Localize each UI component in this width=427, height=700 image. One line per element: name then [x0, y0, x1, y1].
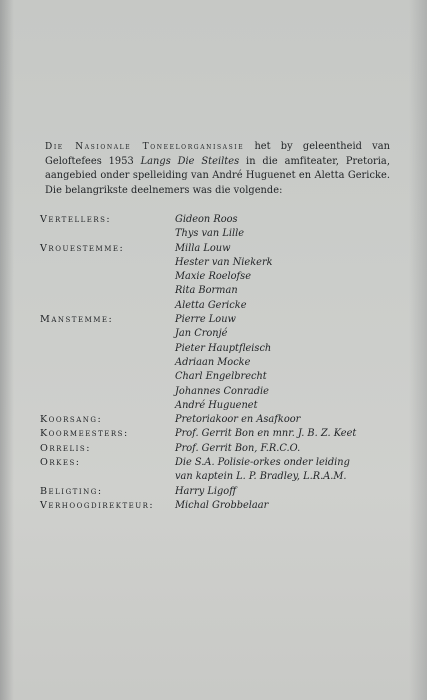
cast-row	[40, 413, 390, 427]
cast-name: Harry Ligoff	[175, 485, 237, 497]
cast-name: Adriaan Mocke	[175, 356, 251, 368]
cast-row	[40, 270, 390, 284]
cast-row	[40, 284, 390, 298]
cast-name: Pretoriakoor en Asafkoor	[175, 414, 301, 426]
cast-row	[40, 356, 390, 370]
cast-role: Koormeesters:	[40, 428, 129, 440]
cast-name: Pieter Hauptfleisch	[175, 342, 272, 354]
cast-row	[40, 470, 390, 484]
cast-name: Aletta Gericke	[175, 299, 247, 311]
cast-role: Koorsang:	[40, 414, 103, 426]
cast-row	[40, 427, 390, 441]
cast-name: Pierre Louw	[175, 314, 236, 326]
cast-row	[40, 299, 390, 313]
cast-role: Beligting:	[40, 485, 103, 497]
cast-row	[40, 456, 390, 470]
organisation-name: Die Nasionale Toneelorganisasie	[45, 142, 245, 152]
cast-role: Orkes:	[40, 457, 81, 469]
cast-row	[40, 370, 390, 384]
intro-text-part-1: het by geleentheid van Geloftefees 1953	[45, 141, 390, 167]
cast-row	[40, 342, 390, 356]
cast-role: Vertellers:	[40, 214, 112, 225]
cast-name: Jan Cronjé	[175, 328, 228, 340]
cast-name: Milla Louw	[175, 242, 231, 254]
cast-row	[40, 227, 390, 241]
cast-name: Maxie Roelofse	[175, 271, 251, 283]
cast-name: Thys van Lille	[175, 228, 245, 240]
cast-role: Verhoogdirekteur:	[40, 499, 155, 511]
cast-name: Gideon Roos	[175, 214, 238, 225]
cast-row	[40, 385, 390, 399]
cast-list	[40, 213, 390, 513]
cast-name: Johannes Conradie	[175, 385, 269, 397]
cast-row	[40, 313, 390, 327]
cast-row	[40, 485, 390, 499]
cast-row	[40, 213, 390, 227]
cast-role: Orrelis:	[40, 442, 91, 454]
cast-name: Prof. Gerrit Bon, F.R.C.O.	[175, 442, 301, 454]
cast-role: Vrouestemme:	[40, 242, 125, 254]
cast-name: Charl Engelbrecht	[175, 371, 267, 383]
intro-text-part-2: in die amfiteater, Pretoria, aangebied onder spelleiding van André Huguenet en Aletta Gericke. Die belangrikste deelnemers was die volgende:	[45, 155, 390, 196]
cast-row	[40, 242, 390, 256]
cast-name: van kaptein L. P. Bradley, L.R.A.M.	[175, 471, 347, 483]
cast-role: Manstemme:	[40, 314, 114, 326]
cast-row	[40, 499, 390, 513]
intro-paragraph	[45, 140, 390, 198]
cast-row	[40, 327, 390, 341]
cast-row	[40, 399, 390, 413]
cast-name: André Huguenet	[175, 399, 258, 411]
cast-name: Prof. Gerrit Bon en mnr. J. B. Z. Keet	[175, 428, 357, 440]
cast-name: Michal Grobbelaar	[175, 499, 269, 511]
page-gutter-shadow	[0, 0, 14, 700]
cast-name: Rita Borman	[175, 285, 238, 297]
cast-row	[40, 256, 390, 270]
cast-name: Die S.A. Polisie-orkes onder leiding	[175, 457, 350, 469]
cast-row	[40, 442, 390, 456]
page-edge-shadow	[409, 0, 427, 700]
cast-name: Hester van Niekerk	[175, 256, 273, 268]
play-title: Langs Die Steiltes	[140, 155, 240, 167]
